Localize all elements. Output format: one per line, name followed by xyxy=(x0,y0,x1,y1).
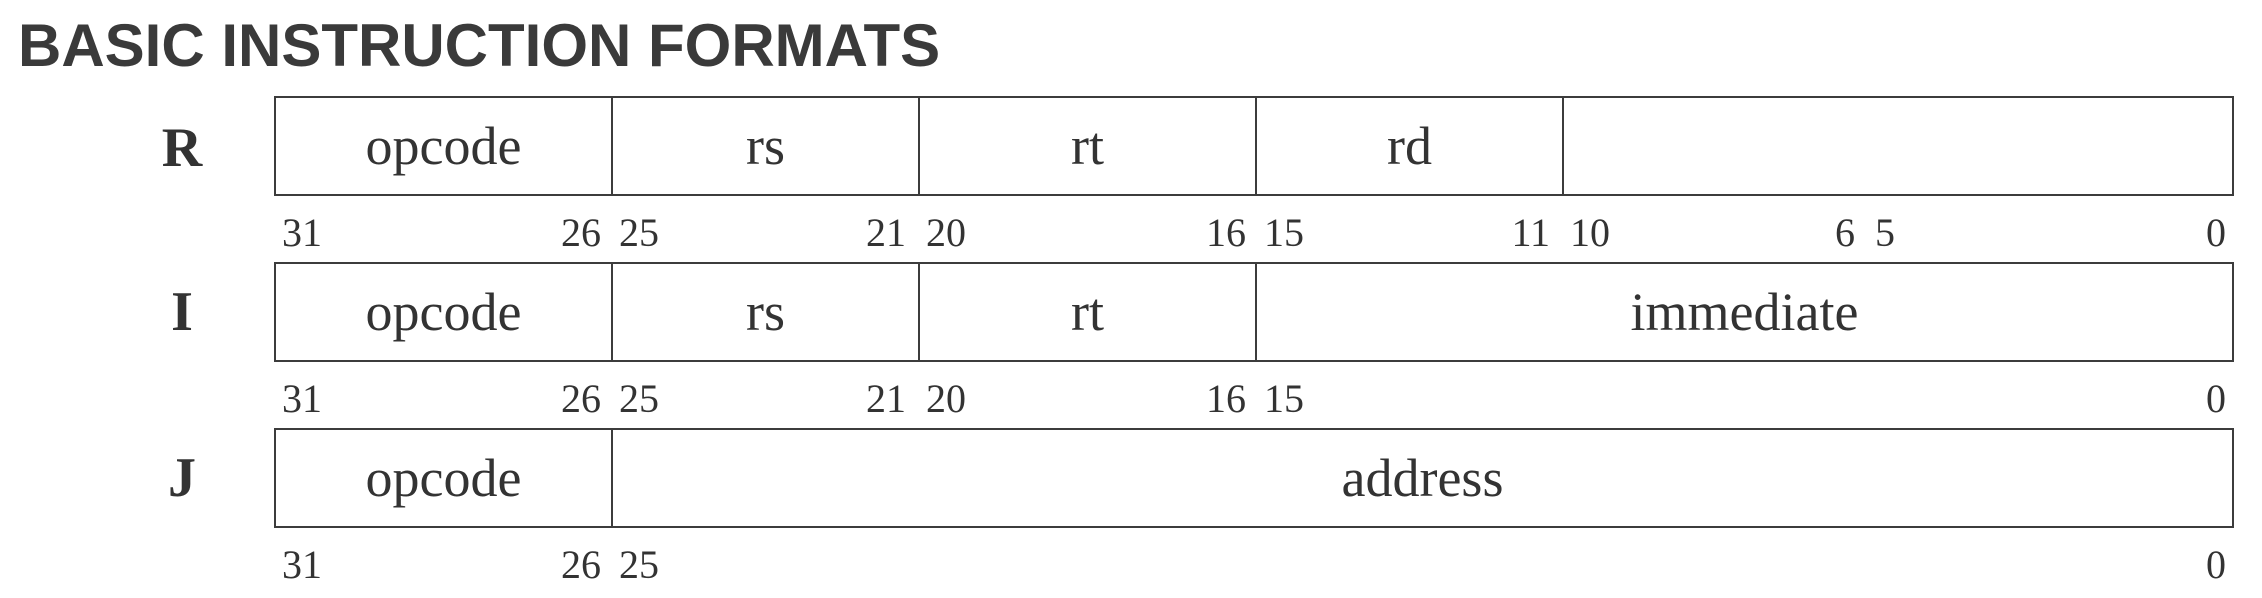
j-address-field: address xyxy=(1341,448,1504,508)
i-bit-26: 26 xyxy=(561,376,601,421)
i-bit-20: 20 xyxy=(926,376,966,421)
j-bit-25: 25 xyxy=(619,542,659,587)
i-bit-0: 0 xyxy=(2206,376,2226,421)
r-bit-15: 15 xyxy=(1264,210,1304,255)
r-bit-21: 21 xyxy=(866,210,906,255)
j-bit-positions xyxy=(274,540,2234,590)
j-bit-0: 0 xyxy=(2206,542,2226,587)
r-rd-field: rd xyxy=(1257,98,1564,194)
r-unlabeled-field xyxy=(1564,98,2232,194)
i-rt-field: rt xyxy=(920,264,1257,360)
format-label-i: I xyxy=(171,281,193,343)
format-label-r: R xyxy=(161,117,203,179)
i-bit-16: 16 xyxy=(1206,376,1246,421)
i-bit-positions xyxy=(274,374,2234,424)
r-rt-field: rt xyxy=(920,98,1257,194)
r-bit-20: 20 xyxy=(926,210,966,255)
i-bit-15: 15 xyxy=(1264,376,1304,421)
r-bit-16: 16 xyxy=(1206,210,1246,255)
r-format-row xyxy=(274,96,2234,196)
r-bit-0: 0 xyxy=(2206,210,2226,255)
i-bit-21: 21 xyxy=(866,376,906,421)
i-opcode-field: opcode xyxy=(276,264,613,360)
r-bit-25: 25 xyxy=(619,210,659,255)
r-bit-10: 10 xyxy=(1570,210,1610,255)
format-label-j: J xyxy=(168,447,196,509)
j-opcode-field: opcode xyxy=(276,430,613,526)
r-bit-31: 31 xyxy=(282,210,322,255)
j-bit-26: 26 xyxy=(561,542,601,587)
i-format-row xyxy=(274,262,2234,362)
r-opcode-field: opcode xyxy=(276,98,613,194)
r-bit-6: 6 xyxy=(1835,210,1855,255)
i-bit-25: 25 xyxy=(619,376,659,421)
i-rs-field: rs xyxy=(613,264,920,360)
i-immediate-field: immediate xyxy=(1630,282,1859,342)
r-bit-26: 26 xyxy=(561,210,601,255)
r-bit-11: 11 xyxy=(1511,210,1550,255)
page-title: BASIC INSTRUCTION FORMATS xyxy=(18,12,941,79)
i-bit-31: 31 xyxy=(282,376,322,421)
j-format-row xyxy=(274,428,2234,528)
r-rs-field: rs xyxy=(613,98,920,194)
r-bit-positions xyxy=(274,208,2234,258)
r-bit-5: 5 xyxy=(1875,210,1895,255)
j-bit-31: 31 xyxy=(282,542,322,587)
